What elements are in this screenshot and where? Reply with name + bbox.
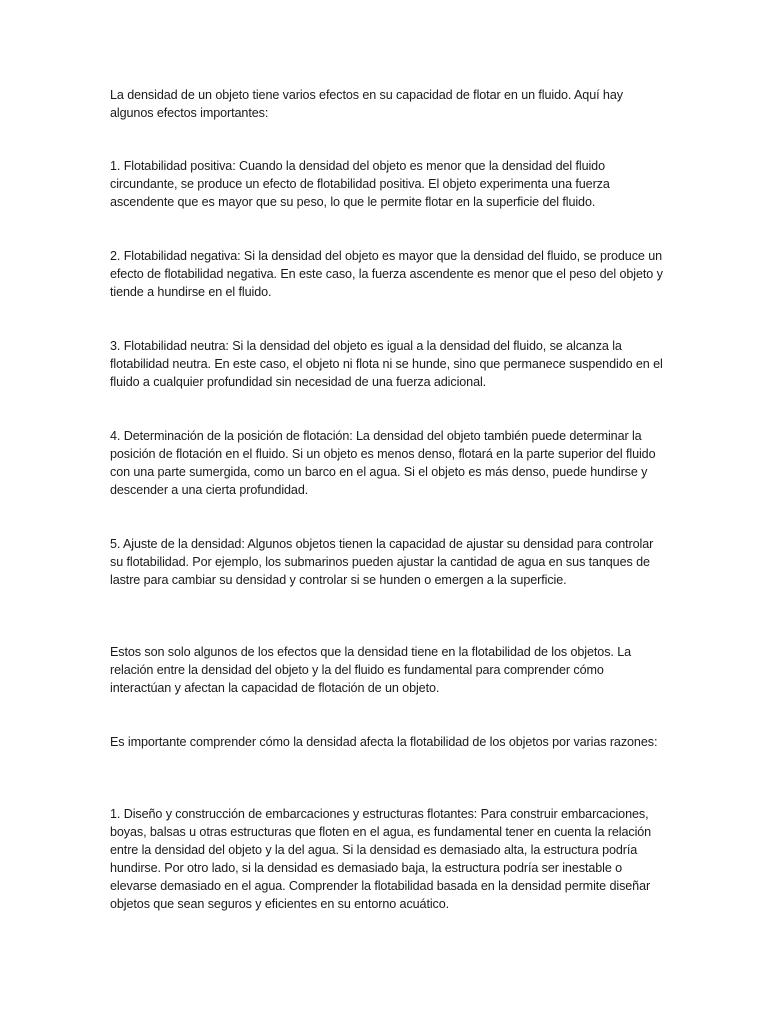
effect-negative-buoyancy: 2. Flotabilidad negativa: Si la densidad del objeto es mayor que la densidad del fluido, se produce un efecto de flotabilidad negativa. En este caso, la fuerza ascendente es menor que el peso del objeto y tiende a hundirse en el fluido. — [110, 249, 663, 299]
intro-paragraph: La densidad de un objeto tiene varios efectos en su capacidad de flotar en un fluido. Aquí hay algunos efectos importantes: — [110, 88, 623, 120]
summary-paragraph: Estos son solo algunos de los efectos que la densidad tiene en la flotabilidad de los objetos. La relación entre la densidad del objeto y la del fluido es fundamental para comprender cómo interactúan y afectan la capacidad de flotación de un objeto. — [110, 645, 632, 695]
effect-flotation-position: 4. Determinación de la posición de flotación: La densidad del objeto también puede determinar la posición de flotación en el fluido. Si un objeto es menos denso, flotará en la parte superior del fluido con una parte sumergida, como un barco en el agua. Si el objeto es más denso, puede hundirse y descender a una cierta profundidad. — [110, 429, 656, 497]
reason-vessel-design: 1. Diseño y construcción de embarcaciones y estructuras flotantes: Para construir embarcaciones, boyas, balsas u otras estructuras que floten en el agua, es fundamental tener en cuenta la relación entre la densidad del objeto y la del agua. Si la densidad es demasiado alta, la estructura podría hundirse. Por otro lado, si la densidad es demasiado baja, la estructura podría ser inestable o elevarse demasiado en el agua. Comprender la flotabilidad basada en la densidad permite diseñar objetos que sean seguros y eficientes en su entorno acuático. — [110, 807, 652, 911]
importance-intro-paragraph: Es importante comprender cómo la densidad afecta la flotabilidad de los objetos por varias razones: — [110, 735, 658, 749]
effect-neutral-buoyancy: 3. Flotabilidad neutra: Si la densidad del objeto es igual a la densidad del fluido, se alcanza la flotabilidad neutra. En este caso, el objeto ni flota ni se hunde, sino que permanece suspendido en el fluido a cualquier profundidad sin necesidad de una fuerza adicional. — [110, 339, 663, 389]
effect-positive-buoyancy: 1. Flotabilidad positiva: Cuando la densidad del objeto es menor que la densidad del fluido circundante, se produce un efecto de flotabilidad positiva. El objeto experimenta una fuerza ascendente que es mayor que su peso, lo que le permite flotar en la superficie del fluido. — [110, 159, 610, 209]
effect-density-adjustment: 5. Ajuste de la densidad: Algunos objetos tienen la capacidad de ajustar su densidad para controlar su flotabilidad. Por ejemplo, los submarinos pueden ajustar la cantidad de agua en sus tanques de lastre para cambiar su densidad y controlar si se hunden o emergen a la superficie. — [110, 537, 654, 587]
